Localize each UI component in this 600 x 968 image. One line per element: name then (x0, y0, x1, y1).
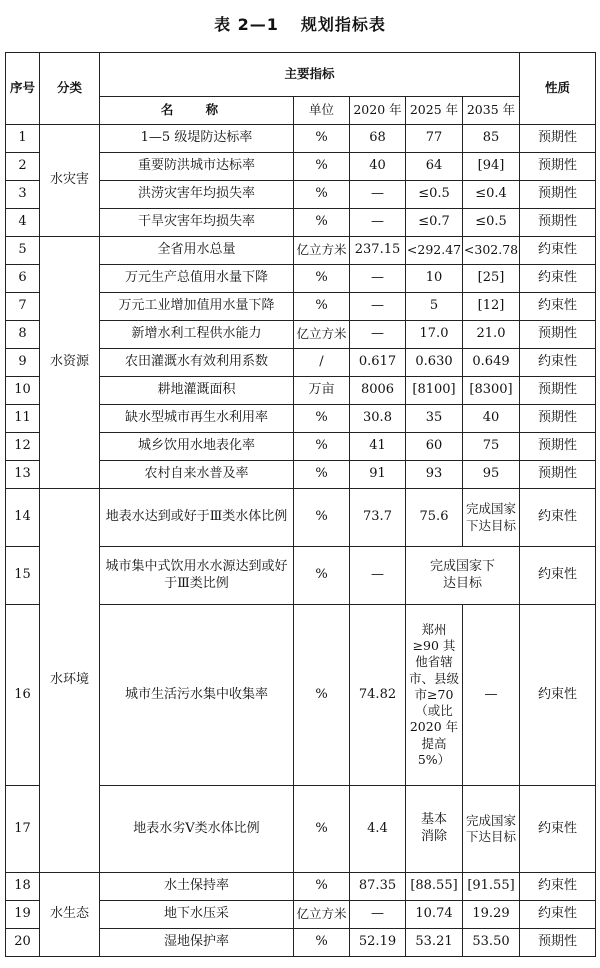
category-ecology: 水生态 (40, 873, 100, 957)
row-2020: 4.4 (350, 786, 406, 873)
row-name: 城乡饮用水地表化率 (100, 433, 294, 461)
row-nature: 预期性 (520, 125, 596, 153)
row-2035: [94] (463, 153, 520, 181)
row-nature: 约束性 (520, 237, 596, 265)
row-name: 湿地保护率 (100, 929, 294, 957)
row-unit: % (294, 929, 350, 957)
row-2025: 10.74 (406, 901, 463, 929)
row-nature: 预期性 (520, 405, 596, 433)
row-unit: 亿立方米 (294, 321, 350, 349)
row-2025: 60 (406, 433, 463, 461)
row-no: 16 (6, 605, 40, 786)
row-name: 重要防洪城市达标率 (100, 153, 294, 181)
row-2035: — (463, 605, 520, 786)
row-2020: 237.15 (350, 237, 406, 265)
row-no: 11 (6, 405, 40, 433)
row-no: 8 (6, 321, 40, 349)
row-2025: 基本消除 (406, 786, 463, 873)
row-2035: 0.649 (463, 349, 520, 377)
row-2025: 93 (406, 461, 463, 489)
row-unit: % (294, 265, 350, 293)
header-main-indicators: 主要指标 (100, 53, 520, 97)
row-unit: % (294, 547, 350, 605)
row-2020: 30.8 (350, 405, 406, 433)
row-2035: 85 (463, 125, 520, 153)
row-name: 洪涝灾害年均损失率 (100, 181, 294, 209)
row-unit: % (294, 605, 350, 786)
row-name: 干旱灾害年均损失率 (100, 209, 294, 237)
category-environment: 水环境 (40, 489, 100, 873)
row-2020: 74.82 (350, 605, 406, 786)
row-name: 城市生活污水集中收集率 (100, 605, 294, 786)
row-nature: 约束性 (520, 349, 596, 377)
row-name: 新增水利工程供水能力 (100, 321, 294, 349)
row-nature: 约束性 (520, 293, 596, 321)
row-unit: % (294, 293, 350, 321)
row-no: 15 (6, 547, 40, 605)
category-resources: 水资源 (40, 237, 100, 489)
row-name: 农田灌溉水有效利用系数 (100, 349, 294, 377)
header-name: 名 称 (100, 97, 294, 125)
table-row (6, 489, 596, 547)
row-2025: [88.55] (406, 873, 463, 901)
row-name: 万元工业增加值用水量下降 (100, 293, 294, 321)
row-no: 14 (6, 489, 40, 547)
row-no: 7 (6, 293, 40, 321)
row-unit: % (294, 489, 350, 547)
row-nature: 约束性 (520, 489, 596, 547)
row-2035: [12] (463, 293, 520, 321)
row-2035: ≤0.5 (463, 209, 520, 237)
row-no: 1 (6, 125, 40, 153)
table-row (6, 873, 596, 901)
row-no: 3 (6, 181, 40, 209)
row-2020: 87.35 (350, 873, 406, 901)
row-unit: % (294, 405, 350, 433)
row-2025: 5 (406, 293, 463, 321)
row-2020: — (350, 321, 406, 349)
row-2020: 8006 (350, 377, 406, 405)
row-2020: 40 (350, 153, 406, 181)
row-2025: 53.21 (406, 929, 463, 957)
row-no: 9 (6, 349, 40, 377)
header-category: 分类 (40, 53, 100, 125)
header-2035: 2035 年 (463, 97, 520, 125)
row-unit: % (294, 153, 350, 181)
row-2035: 21.0 (463, 321, 520, 349)
table-row (6, 125, 596, 153)
row-name: 地下水压采 (100, 901, 294, 929)
row-no: 2 (6, 153, 40, 181)
row-unit: 亿立方米 (294, 237, 350, 265)
indicator-table (5, 52, 596, 957)
row-name: 地表水达到或好于Ⅲ类水体比例 (100, 489, 294, 547)
row-no: 6 (6, 265, 40, 293)
row-no: 5 (6, 237, 40, 265)
table-code: 表 2—1 (214, 15, 279, 34)
row-2035: 完成国家下达目标 (463, 489, 520, 547)
row-unit: % (294, 873, 350, 901)
row-2035: ≤0.4 (463, 181, 520, 209)
row-2035: 75 (463, 433, 520, 461)
row-name: 城市集中式饮用水水源达到或好于Ⅲ类比例 (100, 547, 294, 605)
row-no: 19 (6, 901, 40, 929)
row-no: 13 (6, 461, 40, 489)
row-2035: 95 (463, 461, 520, 489)
row-2020: 68 (350, 125, 406, 153)
row-nature: 预期性 (520, 181, 596, 209)
row-name: 全省用水总量 (100, 237, 294, 265)
row-nature: 约束性 (520, 265, 596, 293)
row-2020: 0.617 (350, 349, 406, 377)
row-no: 17 (6, 786, 40, 873)
row-nature: 预期性 (520, 461, 596, 489)
row-no: 4 (6, 209, 40, 237)
row-2020: — (350, 547, 406, 605)
row-2020: — (350, 209, 406, 237)
row-2025: ≤0.5 (406, 181, 463, 209)
row-2025: 77 (406, 125, 463, 153)
row-nature: 约束性 (520, 605, 596, 786)
row-nature: 约束性 (520, 786, 596, 873)
row-unit: 万亩 (294, 377, 350, 405)
table-row (6, 237, 596, 265)
row-unit: % (294, 125, 350, 153)
header-2025: 2025 年 (406, 97, 463, 125)
row-name: 水土保持率 (100, 873, 294, 901)
row-nature: 预期性 (520, 929, 596, 957)
row-2020: — (350, 293, 406, 321)
row-2025: 17.0 (406, 321, 463, 349)
row-2025: [8100] (406, 377, 463, 405)
row-2035: 53.50 (463, 929, 520, 957)
row-unit: % (294, 786, 350, 873)
row-unit: % (294, 181, 350, 209)
row-name: 缺水型城市再生水利用率 (100, 405, 294, 433)
header-nature: 性质 (520, 53, 596, 125)
row-nature: 约束性 (520, 547, 596, 605)
row-no: 10 (6, 377, 40, 405)
row-unit: % (294, 209, 350, 237)
header-row-1 (6, 53, 596, 97)
row-2025: <292.47 (406, 237, 463, 265)
row-2025: 10 (406, 265, 463, 293)
row-2035: [25] (463, 265, 520, 293)
row-2020: 41 (350, 433, 406, 461)
row-2035: <302.78 (463, 237, 520, 265)
row-2020: — (350, 901, 406, 929)
row-2020: 73.7 (350, 489, 406, 547)
row-nature: 约束性 (520, 901, 596, 929)
row-2020: — (350, 181, 406, 209)
table-name: 规划指标表 (300, 15, 386, 34)
row-unit: / (294, 349, 350, 377)
row-2025: 75.6 (406, 489, 463, 547)
row-2025: 64 (406, 153, 463, 181)
row-nature: 预期性 (520, 153, 596, 181)
row-name: 地表水劣Ⅴ类水体比例 (100, 786, 294, 873)
row-no: 12 (6, 433, 40, 461)
row-2025: 郑州≥90 其他省辖市、县级市≥70（或比 2020 年提高 5%） (406, 605, 463, 786)
row-2020: — (350, 265, 406, 293)
category-disaster: 水灾害 (40, 125, 100, 237)
row-2020: 91 (350, 461, 406, 489)
row-2035: [91.55] (463, 873, 520, 901)
row-no: 18 (6, 873, 40, 901)
table-title (0, 12, 600, 35)
header-seq: 序号 (6, 53, 40, 125)
row-name: 万元生产总值用水量下降 (100, 265, 294, 293)
row-nature: 预期性 (520, 377, 596, 405)
row-2035: 40 (463, 405, 520, 433)
row-name: 农村自来水普及率 (100, 461, 294, 489)
row-2025: 35 (406, 405, 463, 433)
row-nature: 预期性 (520, 433, 596, 461)
row-2025: 0.630 (406, 349, 463, 377)
row-2020: 52.19 (350, 929, 406, 957)
row-2035: 19.29 (463, 901, 520, 929)
row-unit: 亿立方米 (294, 901, 350, 929)
row-unit: % (294, 433, 350, 461)
header-unit: 单位 (294, 97, 350, 125)
row-name: 1—5 级堤防达标率 (100, 125, 294, 153)
row-no: 20 (6, 929, 40, 957)
row-nature: 约束性 (520, 873, 596, 901)
row-2035: [8300] (463, 377, 520, 405)
header-2020: 2020 年 (350, 97, 406, 125)
row-nature: 预期性 (520, 209, 596, 237)
row-nature: 预期性 (520, 321, 596, 349)
row-name: 耕地灌溉面积 (100, 377, 294, 405)
row-2025-2035: 完成国家下达目标 (406, 547, 520, 605)
row-unit: % (294, 461, 350, 489)
row-2035: 完成国家下达目标 (463, 786, 520, 873)
row-2025: ≤0.7 (406, 209, 463, 237)
